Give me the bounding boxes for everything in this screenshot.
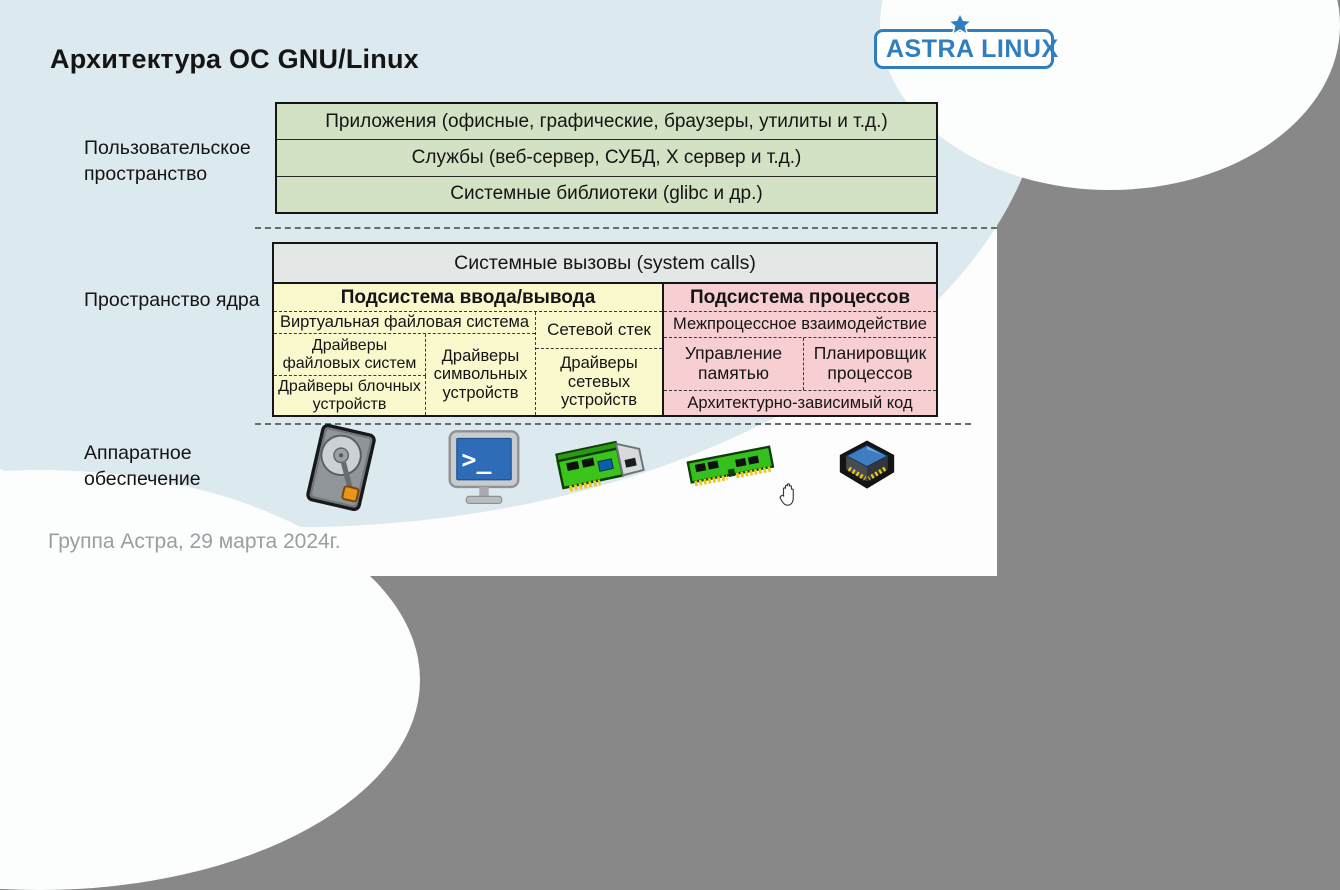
label-kernel-space: Пространство ядра bbox=[84, 289, 260, 311]
applications-layer: Приложения (офисные, графические, браузеры, утилиты и т.д.) bbox=[277, 104, 936, 140]
io-subsystem bbox=[274, 284, 664, 415]
memory-management-cell: Управление памятью bbox=[664, 338, 804, 390]
network-stack-cell: Сетевой стек bbox=[536, 312, 662, 349]
system-calls-layer: Системные вызовы (system calls) bbox=[274, 244, 936, 284]
process-subsystem-title: Подсистема процессов bbox=[664, 284, 936, 312]
divider-user-kernel bbox=[255, 227, 997, 229]
network-column bbox=[535, 312, 662, 415]
vfs-cell: Виртуальная файловая система bbox=[274, 312, 535, 334]
footer-credit: Группа Астра, 29 марта 2024г. bbox=[48, 530, 341, 553]
ipc-cell: Межпроцессное взаимодействие bbox=[664, 312, 936, 338]
network-card-icon bbox=[554, 433, 648, 501]
block-drivers-cell: Драйверы блочных устройств bbox=[274, 376, 426, 415]
system-libraries-layer: Системные библиотеки (glibc и др.) bbox=[450, 183, 763, 205]
star-icon bbox=[947, 12, 973, 36]
process-subsystem bbox=[664, 284, 936, 415]
network-drivers-cell: Драйверы сетевых устройств bbox=[560, 354, 638, 410]
hand-cursor bbox=[776, 480, 801, 509]
terminal-monitor-icon bbox=[446, 429, 522, 507]
services-layer: Службы (веб-сервер, СУБД, X сервер и т.д.) bbox=[277, 140, 936, 176]
kernel-diagram bbox=[272, 242, 938, 417]
svg-text:>_: >_ bbox=[461, 445, 492, 474]
arch-code-cell: Архитектурно-зависимый код bbox=[664, 390, 936, 415]
label-hardware: Аппаратное обеспечение bbox=[84, 442, 201, 490]
label-user-space: Пользовательское пространство bbox=[84, 137, 251, 185]
page-title: Архитектура ОС GNU/Linux bbox=[50, 44, 419, 75]
ram-icon bbox=[686, 438, 778, 498]
user-space-stack bbox=[275, 102, 938, 214]
astra-linux-logo-text: ASTRA LINUX bbox=[886, 34, 1059, 63]
hdd-icon bbox=[299, 427, 385, 511]
fs-drivers-cell: Драйверы файловых систем bbox=[274, 334, 426, 376]
io-subsystem-title: Подсистема ввода/вывода bbox=[274, 284, 662, 312]
scheduler-cell: Планировщик процессов bbox=[813, 343, 927, 383]
char-drivers-cell: Драйверы символьных устройств bbox=[433, 346, 528, 402]
divider-kernel-hardware bbox=[255, 423, 971, 425]
cpu-icon bbox=[838, 439, 896, 491]
